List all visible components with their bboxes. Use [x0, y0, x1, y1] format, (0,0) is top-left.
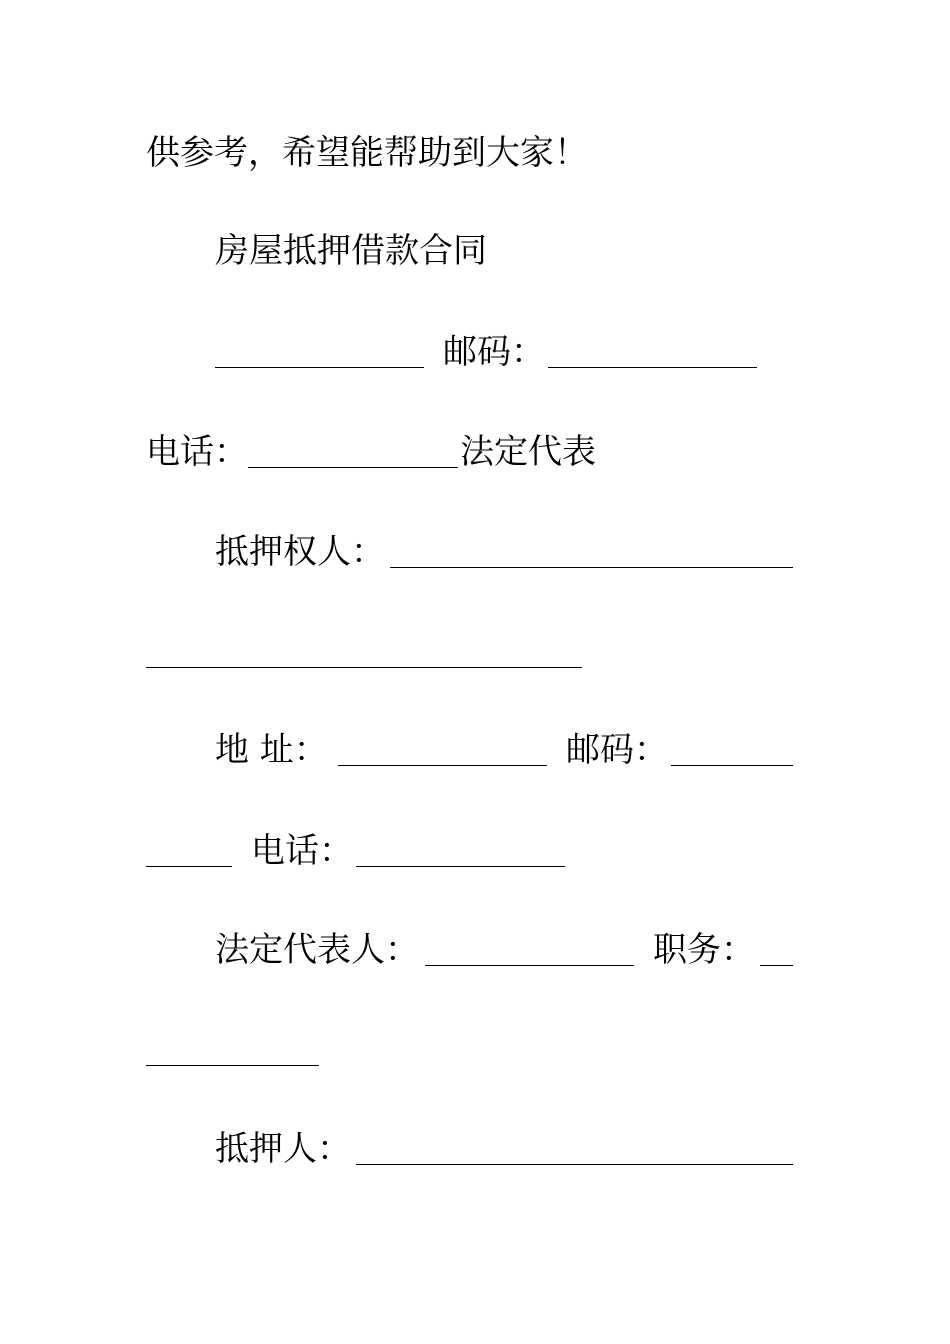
contract-title: 房屋抵押借款合同 [215, 231, 487, 271]
blank-field[interactable] [215, 367, 424, 368]
phone-label: 电话： [146, 432, 248, 472]
postcode-label: 邮码： [566, 730, 668, 770]
phone-label: 电话： [251, 831, 353, 871]
mortgagee-blank[interactable] [390, 567, 793, 568]
legal-rep-label: 法定代表人： [215, 930, 419, 970]
postcode-blank[interactable] [548, 367, 757, 368]
address-blank[interactable] [338, 765, 547, 766]
mortgagor-blank[interactable] [356, 1164, 793, 1165]
postcode-label: 邮码： [443, 332, 545, 372]
position-label: 职务： [653, 930, 755, 970]
mortgagee-label: 抵押权人： [215, 532, 385, 572]
intro-text: 供参考，希望能帮助到大家！ [146, 133, 588, 173]
continuation-blank[interactable] [146, 667, 582, 668]
legal-rep-text: 法定代表 [460, 432, 596, 472]
position-blank-continued[interactable] [146, 1065, 319, 1066]
postcode-blank[interactable] [671, 765, 793, 766]
mortgagor-label: 抵押人： [215, 1129, 351, 1169]
postcode-blank-continued[interactable] [146, 866, 232, 867]
position-blank[interactable] [760, 965, 793, 966]
phone-blank[interactable] [356, 866, 565, 867]
address-label: 地 址： [215, 730, 328, 770]
legal-rep-blank[interactable] [425, 965, 634, 966]
phone-blank[interactable] [248, 467, 458, 468]
